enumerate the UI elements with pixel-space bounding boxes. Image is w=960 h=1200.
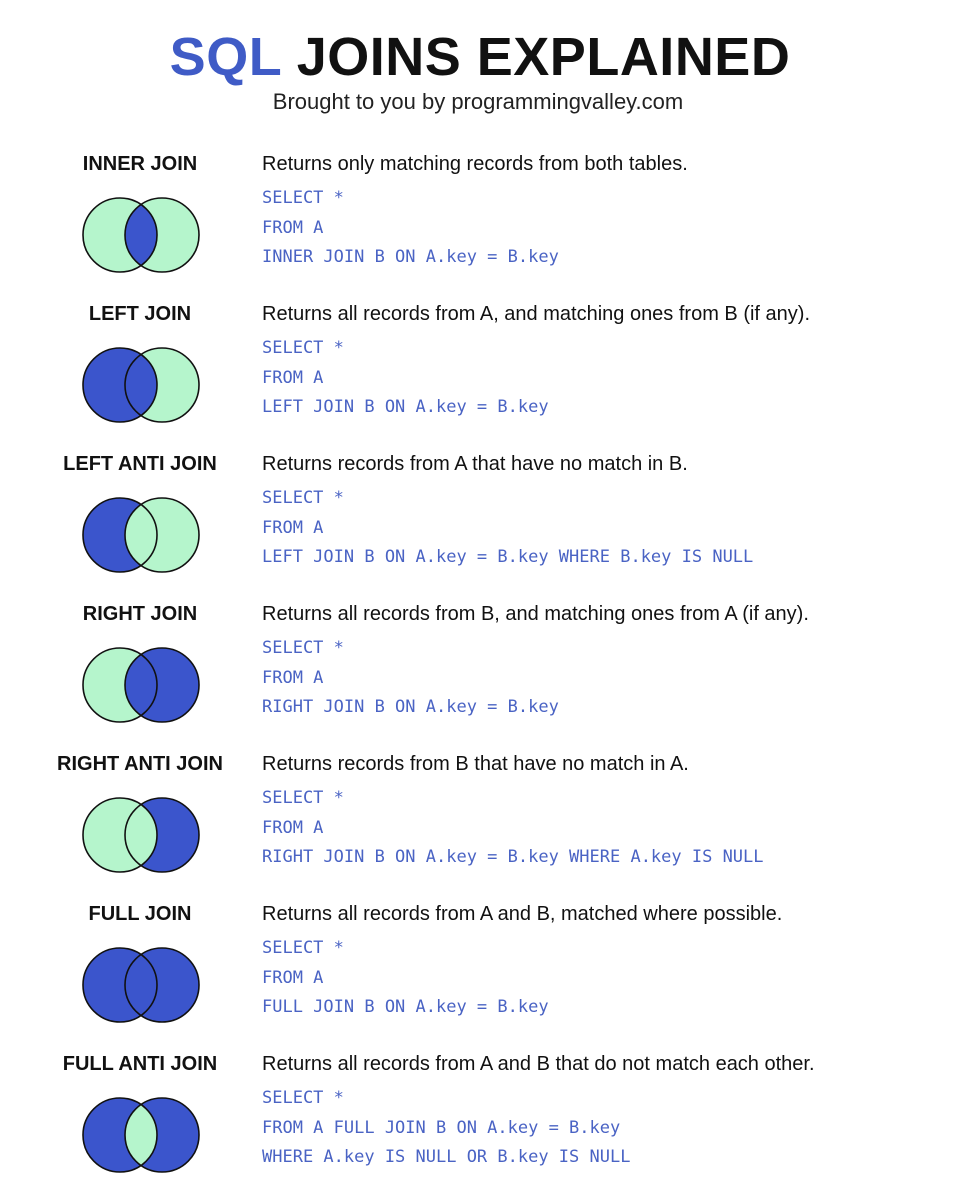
join-label: RIGHT JOIN xyxy=(82,603,198,625)
subtitle: Brought to you by programmingvalley.com xyxy=(272,89,684,114)
sql-code-line: WHERE A.key IS NULL OR B.key IS NULL xyxy=(262,1147,631,1167)
sql-code-line: LEFT JOIN B ON A.key = B.key xyxy=(262,397,549,417)
join-row xyxy=(0,750,960,900)
sql-code-block xyxy=(262,1084,630,1173)
sql-code-line: FROM A xyxy=(262,517,324,538)
sql-code-line: FROM A xyxy=(262,967,324,988)
venn-diagram-icon xyxy=(78,944,204,1026)
join-row xyxy=(0,600,960,750)
sql-code-line: FROM A xyxy=(262,217,324,238)
title-accent: SQL xyxy=(169,27,282,87)
join-description: Returns records from B that have no match in A. xyxy=(262,753,689,775)
sql-code-line: FROM A xyxy=(262,667,324,688)
join-label: FULL ANTI JOIN xyxy=(62,1053,218,1075)
join-label: LEFT JOIN xyxy=(88,303,192,325)
join-label: LEFT ANTI JOIN xyxy=(63,453,217,475)
sql-code-line: SELECT * xyxy=(262,188,344,208)
join-row xyxy=(0,900,960,1050)
join-description: Returns all records from A and B that do not match each other. xyxy=(262,1053,815,1075)
join-description: Returns all records from B, and matching ones from A (if any). xyxy=(262,603,809,625)
sql-code-line: INNER JOIN B ON A.key = B.key xyxy=(262,247,559,267)
sql-code-line: FROM A xyxy=(262,817,324,838)
venn-diagram-icon xyxy=(78,794,204,876)
join-row xyxy=(0,150,960,300)
sql-code-line: SELECT * xyxy=(262,788,344,808)
join-row xyxy=(0,300,960,450)
join-description: Returns records from A that have no match in B. xyxy=(262,453,688,475)
venn-diagram-icon xyxy=(78,1094,204,1176)
page-title xyxy=(0,26,960,88)
sql-code-block xyxy=(262,184,559,273)
join-label: RIGHT ANTI JOIN xyxy=(57,753,223,775)
sql-code-line: LEFT JOIN B ON A.key = B.key WHERE B.key IS NULL xyxy=(262,547,754,567)
join-description: Returns only matching records from both tables. xyxy=(262,153,688,175)
sql-code-line: SELECT * xyxy=(262,338,344,358)
venn-diagram-icon xyxy=(78,194,204,276)
sql-code-line: FULL JOIN B ON A.key = B.key xyxy=(262,997,549,1017)
sql-code-line: SELECT * xyxy=(262,488,344,508)
join-description: Returns all records from A, and matching ones from B (if any). xyxy=(262,303,810,325)
join-description: Returns all records from A and B, matched where possible. xyxy=(262,903,783,925)
sql-code-block xyxy=(262,484,753,573)
join-label: FULL JOIN xyxy=(88,903,192,925)
sql-code-line: SELECT * xyxy=(262,1088,344,1108)
venn-diagram-icon xyxy=(78,344,204,426)
sql-code-block xyxy=(262,784,764,873)
sql-code-line: FROM A xyxy=(262,367,324,388)
sql-code-line: SELECT * xyxy=(262,638,344,658)
join-row xyxy=(0,1050,960,1200)
join-label: INNER JOIN xyxy=(82,153,198,175)
join-row xyxy=(0,450,960,600)
venn-diagram-icon xyxy=(78,494,204,576)
sql-code-line: RIGHT JOIN B ON A.key = B.key xyxy=(262,697,559,717)
sql-code-block xyxy=(262,934,549,1023)
sql-code-line: SELECT * xyxy=(262,938,344,958)
sql-code-block xyxy=(262,334,549,423)
sql-code-block xyxy=(262,634,559,723)
sql-code-line: RIGHT JOIN B ON A.key = B.key WHERE A.key IS NULL xyxy=(262,847,764,867)
venn-diagram-icon xyxy=(78,644,204,726)
sql-code-line: FROM A FULL JOIN B ON A.key = B.key xyxy=(262,1117,621,1138)
title-rest: JOINS EXPLAINED xyxy=(296,27,791,87)
